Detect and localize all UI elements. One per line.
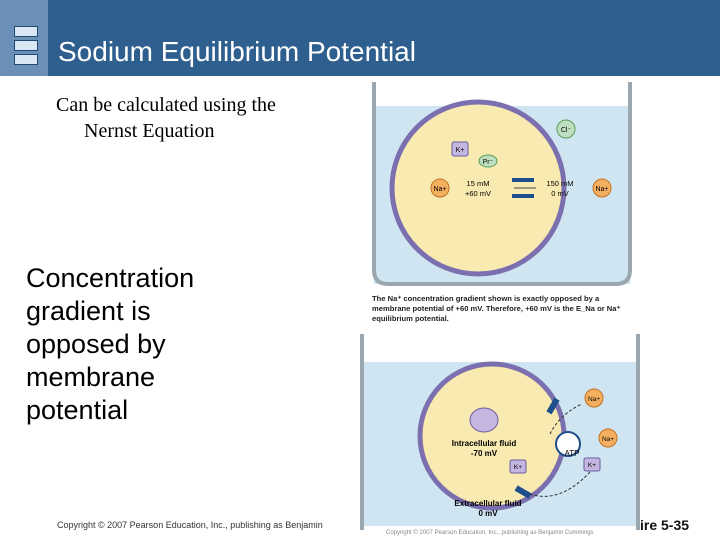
ion-na-inside-label: Na+	[433, 186, 447, 193]
resting-figure-bottom	[360, 334, 644, 530]
channel-lower	[512, 194, 534, 198]
ecf-potential: 0 mV	[478, 509, 498, 518]
ion-k-right-label: K+	[587, 462, 597, 469]
ion-na-top-label: Na+	[587, 396, 601, 403]
figure-number: ire 5-35	[640, 517, 690, 533]
ecf-label: Extracellular fluid	[454, 499, 522, 508]
nernst-text	[56, 92, 356, 144]
ion-k-top-label: K+	[455, 147, 465, 154]
figure-credit: Copyright © 2007 Pearson Education, Inc., publishing as Benjamin Cummings	[386, 530, 594, 536]
ion-na-outside-label: Na+	[595, 186, 609, 193]
inside-concentration: 15 mM	[466, 179, 490, 188]
equilibrium-figure-top	[364, 82, 640, 292]
ion-k-left-label: K+	[513, 464, 523, 471]
ion-na-right-label: Na+	[601, 436, 615, 443]
ion-pr-label: Pr⁻	[482, 159, 494, 166]
stack-icon	[14, 26, 38, 62]
nernst-text-line1: Can be calculated using the	[56, 94, 276, 116]
icf-potential: -70 mV	[470, 449, 498, 458]
inside-potential: +60 mV	[464, 189, 492, 198]
outside-concentration: 150 mM	[546, 179, 574, 188]
nucleus	[470, 408, 498, 432]
cell-top	[392, 102, 564, 274]
slide-title: Sodium Equilibrium Potential	[58, 36, 416, 67]
atp-label: ATP	[564, 449, 580, 458]
main-bullet: Concentration gradient is opposed by membrane potential	[26, 263, 195, 425]
cell-bottom	[420, 364, 564, 508]
outside-potential: 0 mV	[551, 189, 569, 198]
figure-top-caption: The Na⁺ concentration gradient shown is exactly opposed by a membrane potential of +60 mV. Therefore, +60 mV is the E_Na or Na⁺ equilibrium potential.	[372, 294, 621, 323]
nernst-text-line2: Nernst Equation	[84, 120, 215, 142]
ion-cl-label: Cl⁻	[560, 127, 572, 134]
slide-header	[0, 0, 720, 76]
icf-label: Intracellular fluid	[451, 439, 517, 448]
copyright-footer: Copyright © 2007 Pearson Education, Inc., publishing as Benjamin	[57, 520, 323, 530]
channel-upper	[512, 178, 534, 182]
